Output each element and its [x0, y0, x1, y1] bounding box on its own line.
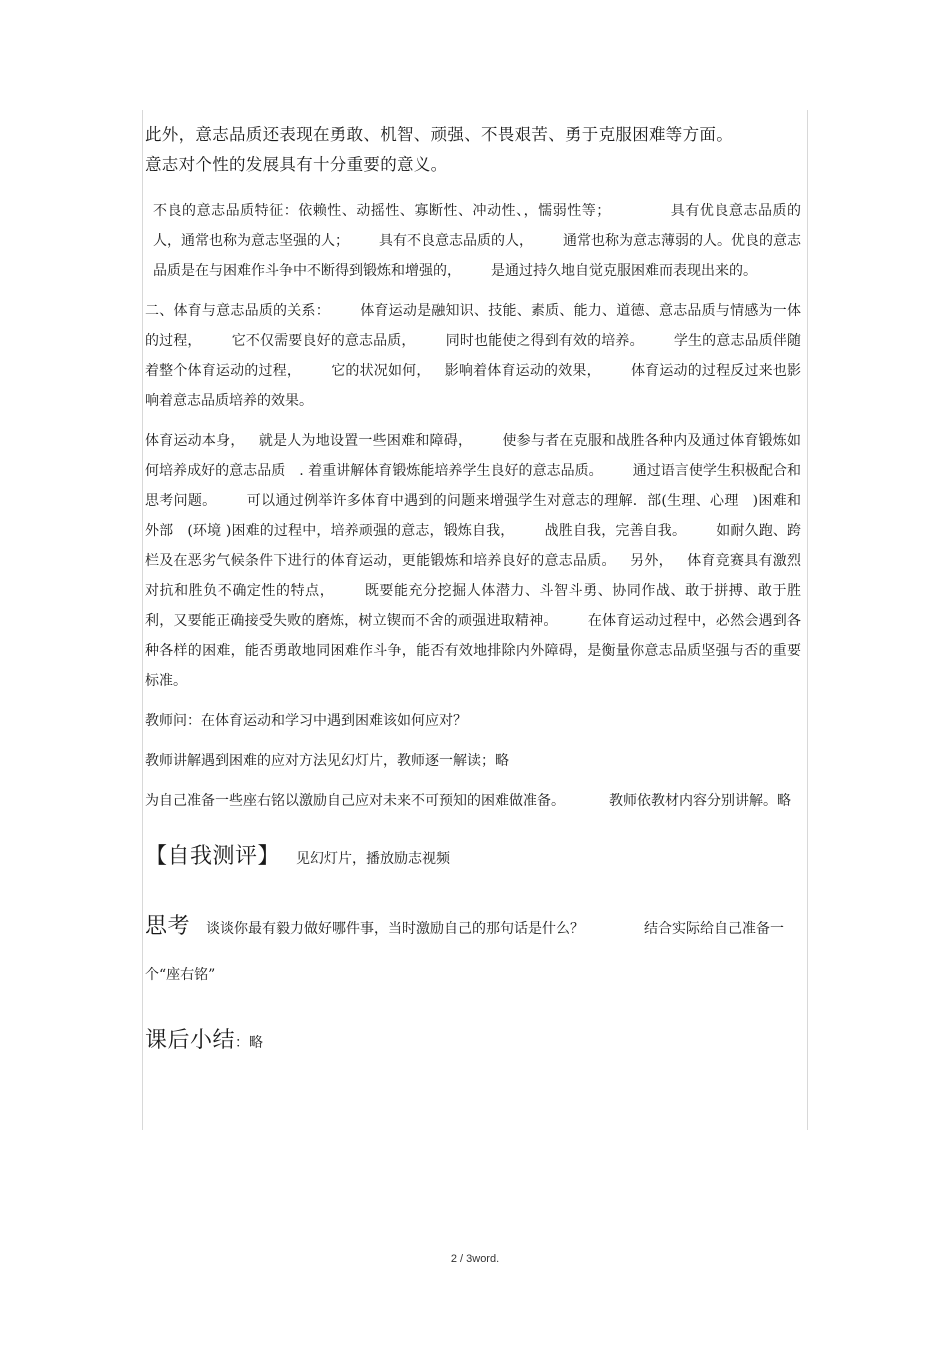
sport-paragraph	[145, 426, 801, 696]
thinking-section	[145, 904, 801, 998]
summary-text: ：略	[235, 1035, 264, 1051]
sport-text-g: )困难和外部	[145, 493, 801, 539]
sport-text-j: 如耐久跑、跨栏及在恶劣气候条件下进行的体育运动，更能锻炼和培养良好的意志品质。	[145, 523, 802, 569]
summary-section	[145, 1018, 801, 1066]
sport-text-m: 既要能充分挖掘人体潜力、斗智斗勇、协同作战、敢于拼搏、敢于胜利，又要能正确接受失败的磨炼，树立锲而不舍的顽强进取精神。	[145, 583, 802, 629]
relation-text-e: 学生的意志品质伴随着整个体育运动的过程，	[145, 333, 802, 379]
self-test-heading: 【自我测评】	[145, 844, 281, 869]
sport-text-a: 体育运动本身，	[145, 433, 245, 449]
teacher-question: 教师问：在体育运动和学习中遇到困难该如何应对？	[145, 713, 467, 729]
sport-text-l: 体育竞赛具有激烈对抗和胜负不确定性的特点，	[145, 553, 802, 599]
teacher-explanation: 教师讲解遇到困难的应对方法见幻灯片，教师逐一解读；略	[145, 753, 509, 769]
page-footer: 2 / 3word.	[450, 1253, 500, 1265]
bad-will-paragraph	[145, 196, 801, 286]
bad-will-text-d: 通常也称为意志薄弱的人。优良的意志品质是在与困难作斗争中不断得到锻炼和增强的，	[153, 233, 801, 279]
bad-will-text-e: 是通过持久地自觉克服困难而表现出来的。	[491, 263, 757, 279]
relation-heading: 二、体育与意志品质的关系：	[145, 303, 330, 319]
relation-paragraph	[145, 296, 801, 416]
sport-text-k: 另外，	[629, 553, 673, 569]
motto-paragraph	[145, 786, 801, 816]
bad-will-text-c: 具有不良意志品质的人，	[379, 233, 533, 249]
self-test-section	[145, 834, 801, 882]
motto-text-b: 教师依教材内容分别讲解。略	[609, 793, 791, 809]
relation-text-f: 它的状况如何，	[331, 363, 431, 379]
relation-text-g: 影响着体育运动的效果，	[444, 363, 601, 379]
intro-line-1: 此外，意志品质还表现在勇敢、机智、顽强、不畏艰苦、勇于克服困难等方面。	[145, 125, 733, 144]
intro-paragraph	[145, 120, 801, 180]
sport-text-f: 可以通过例举许多体育中遇到的问题来增强学生对意志的理解．部(生理、心理	[246, 493, 739, 509]
summary-heading: 课后小结	[145, 1028, 236, 1053]
relation-text-b: 体育运动是融知识、技能、素质、能力、道德、意志品质与情感为一体的过程，	[145, 303, 802, 349]
self-test-text: 见幻灯片，播放励志视频	[296, 851, 451, 867]
sport-text-h: (环境 )困难的过程中，培养顽强的意志，锻炼自我，	[187, 523, 515, 539]
thinking-text-a: 谈谈你最有毅力做好哪件事，当时激励自己的那句话是什么？	[206, 921, 585, 937]
relation-text-c: 它不仅需要良好的意志品质，	[231, 333, 416, 349]
relation-text-h: 体育运动的过程反过来也影响着意志品质培养的效果。	[145, 363, 802, 409]
document-body	[145, 120, 801, 1066]
bad-will-text-a: 不良的意志品质特征：依赖性、动摇性、寡断性、冲动性、，懦弱性等；	[153, 203, 611, 219]
sport-text-i: 战胜自我，完善自我。	[544, 523, 687, 539]
thinking-heading: 思考	[145, 914, 191, 939]
intro-line-2: 意志对个性的发展具有十分重要的意义。	[145, 155, 448, 174]
sport-text-b: 就是人为地设置一些困难和障碍，	[258, 433, 473, 449]
bad-will-text-b: 具有优良意志品质的人，通常也称为意志坚强的人；	[153, 203, 802, 249]
sport-text-d: . 着重讲解体育锻炼能培养学生良好的意志品质。	[299, 463, 603, 479]
sport-text-e: 通过语言使学生积极配合和思考问题。	[145, 463, 802, 509]
sport-text-c: 使参与者在克服和战胜各种内及通过体育锻炼如何培养成好的意志品质	[145, 433, 802, 479]
relation-text-d: 同时也能使之得到有效的培养。	[445, 333, 644, 349]
thinking-text-b: 结合实际给自己准备一个“座右铭”	[145, 921, 785, 983]
sport-text-n: 在体育运动过程中，必然会遇到各种各样的困难，能否勇敢地同困难作斗争，能否有效地排除内外障碍，是衡量你意志品质坚强与否的重要标准。	[145, 613, 802, 689]
motto-text-a: 为自己准备一些座右铭以激励自己应对未来不可预知的困难做准备。	[145, 793, 565, 809]
